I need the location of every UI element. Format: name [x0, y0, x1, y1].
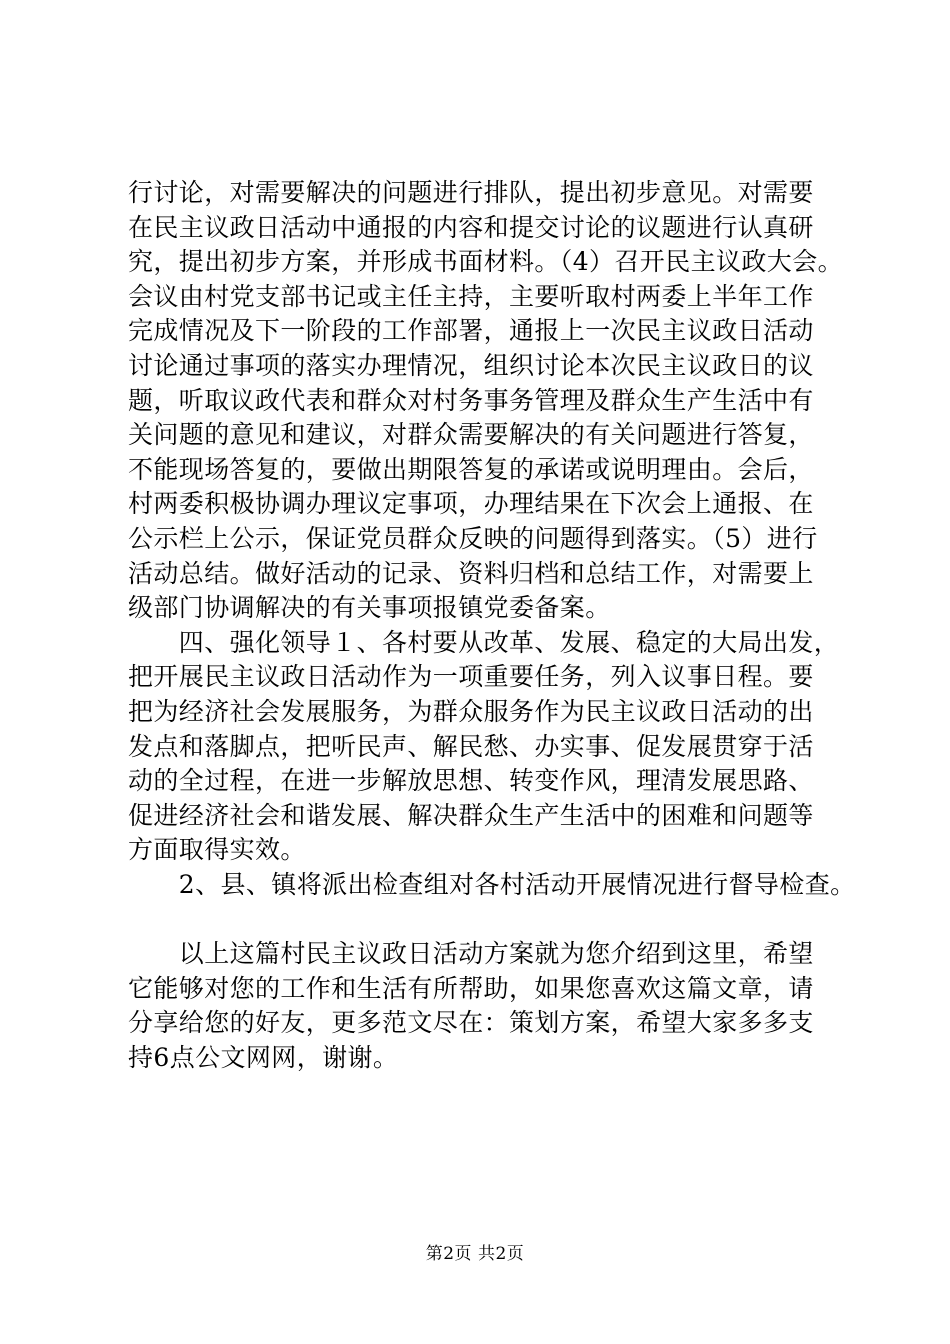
page-number-footer: 第2页 共2页	[425, 1244, 525, 1264]
body-line: 把开展民主议政日活动作为一项重要任务，列入议事日程。要	[128, 662, 814, 692]
body-line: 题，听取议政代表和群众对村务事务管理及群众生产生活中有	[128, 385, 814, 415]
closing-line: 持6点公文网网，谢谢。	[128, 1042, 399, 1072]
body-line: 把为经济社会发展服务，为群众服务作为民主议政日活动的出	[128, 696, 814, 726]
body-line: 究，提出初步方案，并形成书面材料。（4）召开民主议政大会。	[128, 247, 844, 277]
body-line: 行讨论，对需要解决的问题进行排队，提出初步意见。对需要	[128, 178, 814, 207]
body-line: 促进经济社会和谐发展、解决群众生产生活中的困难和问题等	[128, 800, 814, 830]
body-line: 村两委积极协调办理议定事项，办理结果在下次会上通报、在	[128, 489, 814, 519]
body-line: 会议由村党支部书记或主任主持，主要听取村两委上半年工作	[128, 281, 814, 311]
body-line: 动的全过程，在进一步解放思想、转变作风，理清发展思路、	[128, 766, 814, 796]
body-line: 活动总结。做好活动的记录、资料归档和总结工作，对需要上	[128, 558, 814, 588]
closing-line: 它能够对您的工作和生活有所帮助，如果您喜欢这篇文章，请	[128, 973, 814, 1003]
body-line: 2、县、镇将派出检查组对各村活动开展情况进行督导检查。	[128, 869, 856, 899]
body-line: 讨论通过事项的落实办理情况，组织讨论本次民主议政日的议	[128, 350, 814, 380]
body-line: 四、强化领导１、各村要从改革、发展、稳定的大局出发，	[128, 627, 840, 657]
document-body	[128, 176, 888, 1075]
body-line: 不能现场答复的，要做出期限答复的承诺或说明理由。会后，	[128, 454, 814, 484]
body-line: 方面取得实效。	[128, 835, 306, 865]
body-line: 关问题的意见和建议，对群众需要解决的有关问题进行答复，	[128, 420, 814, 450]
body-line: 级部门协调解决的有关事项报镇党委备案。	[128, 593, 611, 623]
closing-line: 以上这篇村民主议政日活动方案就为您介绍到这里，希望	[128, 939, 814, 969]
closing-line: 分享给您的好友，更多范文尽在：策划方案，希望大家多多支	[128, 1008, 814, 1038]
body-line: 在民主议政日活动中通报的内容和提交讨论的议题进行认真研	[128, 212, 814, 242]
body-line: 完成情况及下一阶段的工作部署，通报上一次民主议政日活动	[128, 316, 814, 346]
body-line: 发点和落脚点，把听民声、解民愁、办实事、促发展贯穿于活	[128, 731, 814, 761]
body-line: 公示栏上公示，保证党员群众反映的问题得到落实。（5）进行	[128, 523, 818, 553]
paragraph-gap	[128, 902, 888, 937]
